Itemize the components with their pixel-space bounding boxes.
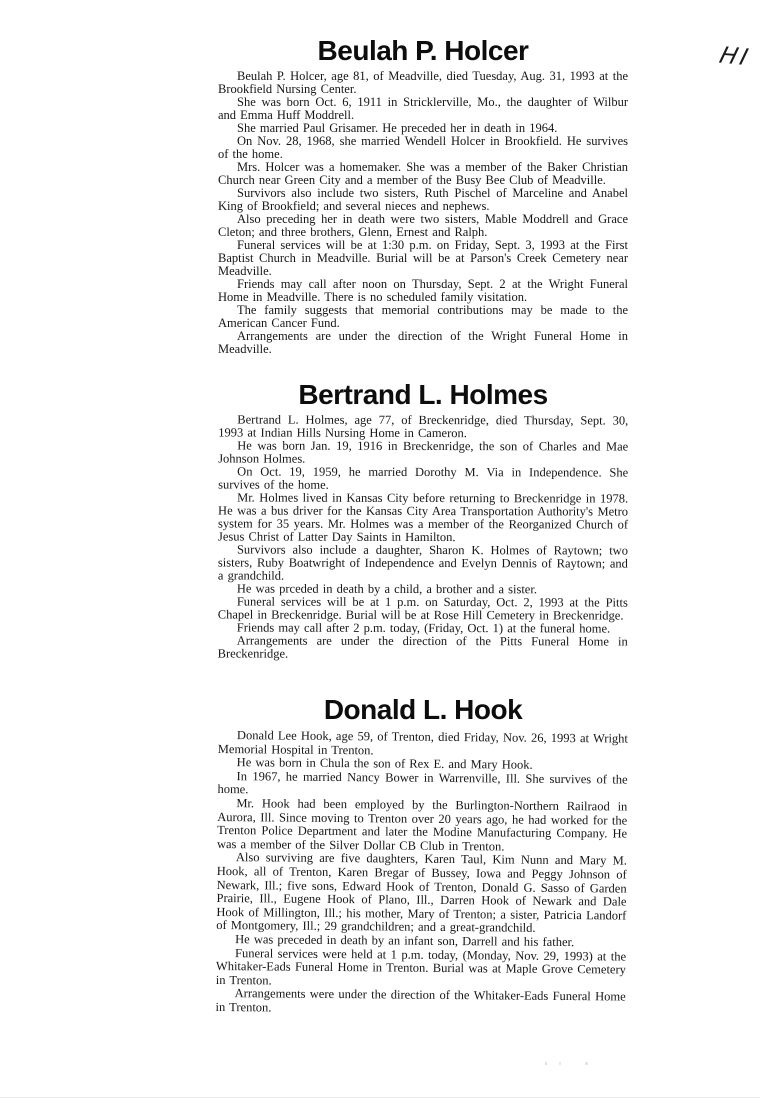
obituary-paragraph: Survivors also include two sisters, Ruth Pischel of Marceline and Anabel King of Brookfield; and several nieces and nephews. [218, 186, 628, 213]
obituary-body [216, 729, 628, 1018]
obituary-paragraph: On Nov. 28, 1968, she married Wendell Holcer in Brookfield. He survives of the home. [218, 134, 628, 161]
obituary-paragraph: Donald Lee Hook, age 59, of Trenton, died Friday, Nov. 26, 1993 at Wright Memorial Hospital in Trenton. [217, 728, 628, 757]
obituary-paragraph: She married Paul Grisamer. He preceded her in death in 1964. [237, 121, 558, 135]
scan-artifact [545, 1062, 615, 1065]
obituary-body [218, 70, 628, 356]
obituary-paragraph: Also surviving are five daughters, Karen Taul, Kim Nunn and Mary M. Hook, all of Trenton, Karen Bregar of Bussey, Iowa and Peggy Johnson of Newark, Ill.; five sons, Edward Hook of Trenton, Donald G. Sasso of Garden Prairie, Ill., Eugene Hook of Plano, Ill., Darren Hook of Newark and Dale Hook of Millington, Ill.; his mother, Mary of Trenton; a sister, Patricia Landorf of Montgomery, Ill.; 29 grandchildren; and a great-grandchild. [216, 850, 627, 936]
obituary-title: Donald L. Hook [323, 694, 523, 725]
obituary-paragraph: Arrangements were under the direction of the Whitaker-Eads Funeral Home in Trenton. [215, 986, 626, 1015]
obituary-column [215, 35, 629, 1015]
obituary-paragraph: Bertrand L. Holmes, age 77, of Breckenridge, died Thursday, Sept. 30, 1993 at Indian Hills Nursing Home in Cameron. [218, 412, 629, 441]
obituary-paragraph: Mrs. Holcer was a homemaker. She was a member of the Baker Christian Church near Green City and a member of the Busy Bee Club of Meadville. [218, 160, 628, 187]
obituary-paragraph: She was born Oct. 6, 1911 in Stricklerville, Mo., the daughter of Wilbur and Emma Huff Moddrell. [218, 95, 628, 122]
obituary-paragraph: The family suggests that memorial contributions may be made to the American Cancer Fund. [218, 303, 628, 330]
obituary-paragraph: He was preceded in death by an infant son, Darrell and his father. [235, 932, 575, 950]
obituary-paragraph: Friends may call after 2 p.m. today, (Friday, Oct. 1) at the funeral home. [236, 620, 611, 636]
obituary-bertrand-holmes [218, 380, 628, 661]
obituary-paragraph: He was prceded in death by a child, a brother and a sister. [236, 581, 537, 597]
obituary-paragraph: Funeral services will be at 1 p.m. on Saturday, Oct. 2, 1993 at the Pitts Chapel in Breckenridge. Burial will be at Rose Hill Cemetery in Breckenridge. [217, 594, 628, 623]
obituary-paragraph: Also preceding her in death were two sisters, Mable Moddrell and Grace Cleton; and three brothers, Glenn, Ernest and Ralph. [218, 212, 628, 239]
obituary-paragraph: In 1967, he married Nancy Bower in Warrenville, Ill. She survives of the home. [217, 768, 628, 797]
obituary-paragraph: Arrangements are under the direction of the Wright Funeral Home in Meadville. [218, 329, 628, 356]
obituary-title: Bertrand L. Holmes [298, 379, 548, 410]
obituary-paragraph: Funeral services were held at 1 p.m. today, (Monday, Nov. 29, 1993) at the Whitaker-Eads Funeral Home in Trenton. Burial was at Maple Grove Cemetery in Trenton. [215, 945, 627, 988]
obituary-donald-hook [215, 694, 628, 1015]
obituary-paragraph: He was born Jan. 19, 1916 in Breckenridge, the son of Charles and Mae Johnson Holmes. [218, 438, 629, 466]
obituary-paragraph: Survivors also include a daughter, Sharon K. Holmes of Raytown; two sisters, Ruby Boatwright of Independence and Evelyn Dennis of Raytown; and a grandchild. [217, 542, 628, 583]
obituary-paragraph: Arrangements are under the direction of the Pitts Funeral Home in Breckenridge. [217, 633, 628, 661]
handwritten-annotation: HI [716, 42, 754, 72]
scan-edge-artifact [0, 1097, 760, 1098]
obituary-paragraph: Beulah P. Holcer, age 81, of Meadville, died Tuesday, Aug. 31, 1993 at the Brookfield Nursing Center. [218, 69, 628, 96]
obituary-paragraph: Mr. Holmes lived in Kansas City before returning to Breckenridge in 1978. He was a bus driver for the Kansas City Area Transportation Authority's Metro system for 35 years. Mr. Holmes was a member of the Reorganized Church of Jesus Christ of Latter Day Saints in Hamilton. [217, 490, 629, 545]
obituary-body [218, 413, 629, 661]
obituary-beulah-holcer [218, 36, 628, 356]
obituary-paragraph: Friends may call after noon on Thursday, Sept. 2 at the Wright Funeral Home in Meadville. There is no scheduled family visitation. [218, 277, 628, 304]
obituary-paragraph: On Oct. 19, 1959, he married Dorothy M. Via in Independence. She survives of the home. [218, 464, 629, 492]
obituary-paragraph: He was born in Chula the son of Rex E. and Mary Hook. [236, 755, 533, 772]
obituary-paragraph: Mr. Hook had been employed by the Burlington-Northern Railraod in Aurora, Ill. Since moving to Trenton over 20 years ago, he had worked for the Trenton Police Department and later the Modine Manufacturing Company. He was a member of the Silver Dollar CB Club in Trenton. [216, 796, 628, 854]
obituary-title: Beulah P. Holcer [317, 35, 529, 66]
obituary-paragraph: Funeral services will be at 1:30 p.m. on Friday, Sept. 3, 1993 at the First Baptist Church in Meadville. Burial will be at Parson's Creek Cemetery near Meadville. [218, 238, 628, 278]
